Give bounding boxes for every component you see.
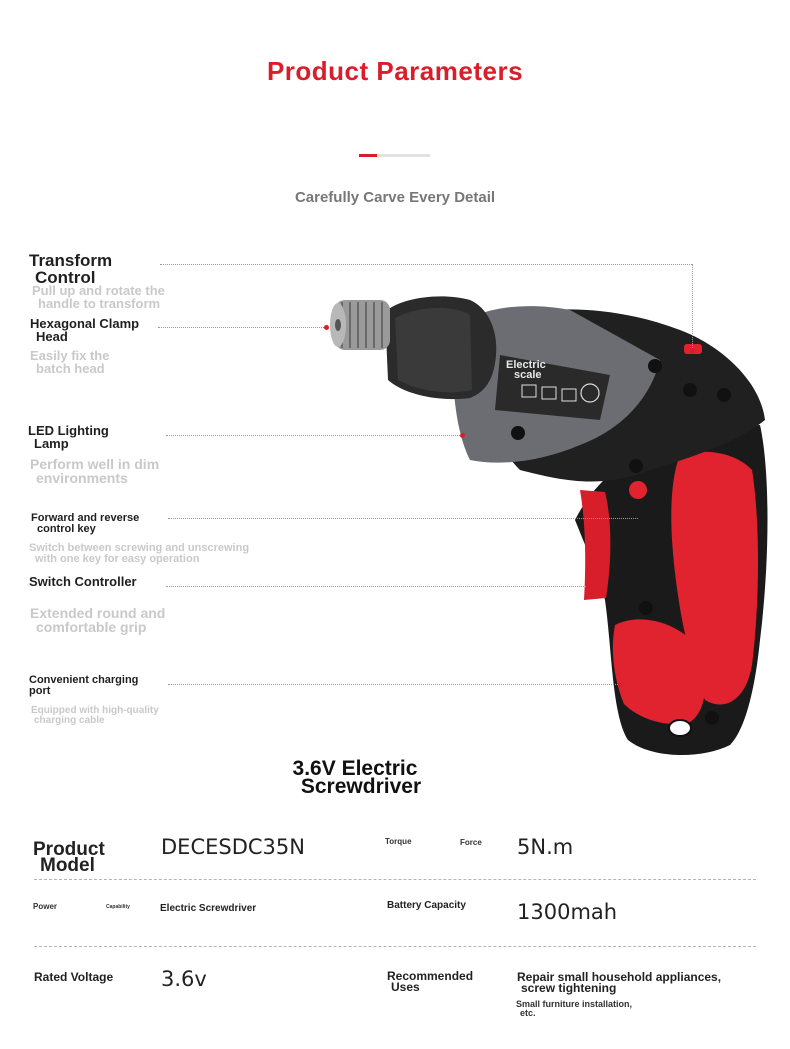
product-name: 3.6V Electric Screwdriver — [292, 757, 422, 798]
transform-marker — [690, 348, 695, 353]
feature-reverse-key-title: Forward and reverse control key — [31, 512, 140, 535]
force-label: Force — [460, 838, 482, 847]
tool-label: Electric scale — [506, 359, 546, 381]
page-subtitle: Carefully Carve Every Detail — [294, 189, 496, 206]
transform-leader-vertical — [692, 264, 693, 350]
feature-clamp-head-title: Hexagonal Clamp Head — [30, 316, 140, 344]
switch-controller-leader — [166, 586, 588, 587]
row-divider-1 — [34, 879, 756, 880]
charging-port-leader — [168, 684, 620, 685]
model-value: DECESDC35N — [161, 835, 305, 859]
feature-transform-control-title: Transform Control — [29, 251, 113, 287]
clamp-head-leader — [158, 327, 326, 328]
power-label: Power — [33, 902, 58, 911]
uses-value: Repair small household appliances, screw tightening — [517, 970, 722, 995]
transform-leader — [160, 264, 692, 265]
feature-transform-control-desc: Pull up and rotate the handle to transform — [32, 283, 165, 311]
row-divider-2 — [34, 946, 756, 947]
page-title: Product Parameters — [266, 56, 524, 86]
switch-controller-marker — [586, 584, 591, 589]
uses-label: Recommended Uses — [387, 969, 474, 994]
charging-port-marker — [618, 682, 623, 687]
battery-value: 1300mah — [517, 900, 618, 924]
feature-charging-port-desc: Equipped with high-quality charging cable — [31, 705, 159, 726]
feature-switch-controller-title: Switch Controller — [29, 574, 137, 589]
feature-charging-port-title: Convenient charging port — [29, 674, 139, 697]
voltage-value: 3.6v — [161, 967, 207, 991]
feature-clamp-head-desc: Easily fix the batch head — [30, 348, 110, 376]
reverse-key-leader — [168, 518, 638, 519]
feature-switch-controller-desc: Extended round and comfortable grip — [30, 605, 166, 635]
voltage-label: Rated Voltage — [34, 970, 114, 984]
feature-reverse-key-desc: Switch between screwing and unscrewing with one key for easy operation — [29, 542, 250, 565]
feature-led-lamp-title: LED Lighting Lamp — [28, 423, 109, 451]
battery-label: Battery Capacity — [387, 900, 466, 911]
torque-label: Torque — [385, 837, 412, 846]
model-label: Product Model — [33, 839, 105, 876]
led-lamp-leader — [166, 435, 462, 436]
capability-label: Capability — [106, 904, 130, 910]
torque-value: 5N.m — [517, 835, 574, 859]
led-lamp-marker — [460, 433, 465, 438]
feature-led-lamp-desc: Perform well in dim environments — [30, 456, 160, 486]
clamp-head-marker — [324, 325, 329, 330]
power-value: Electric Screwdriver — [160, 903, 257, 914]
uses-note: Small furniture installation, etc. — [516, 999, 633, 1018]
